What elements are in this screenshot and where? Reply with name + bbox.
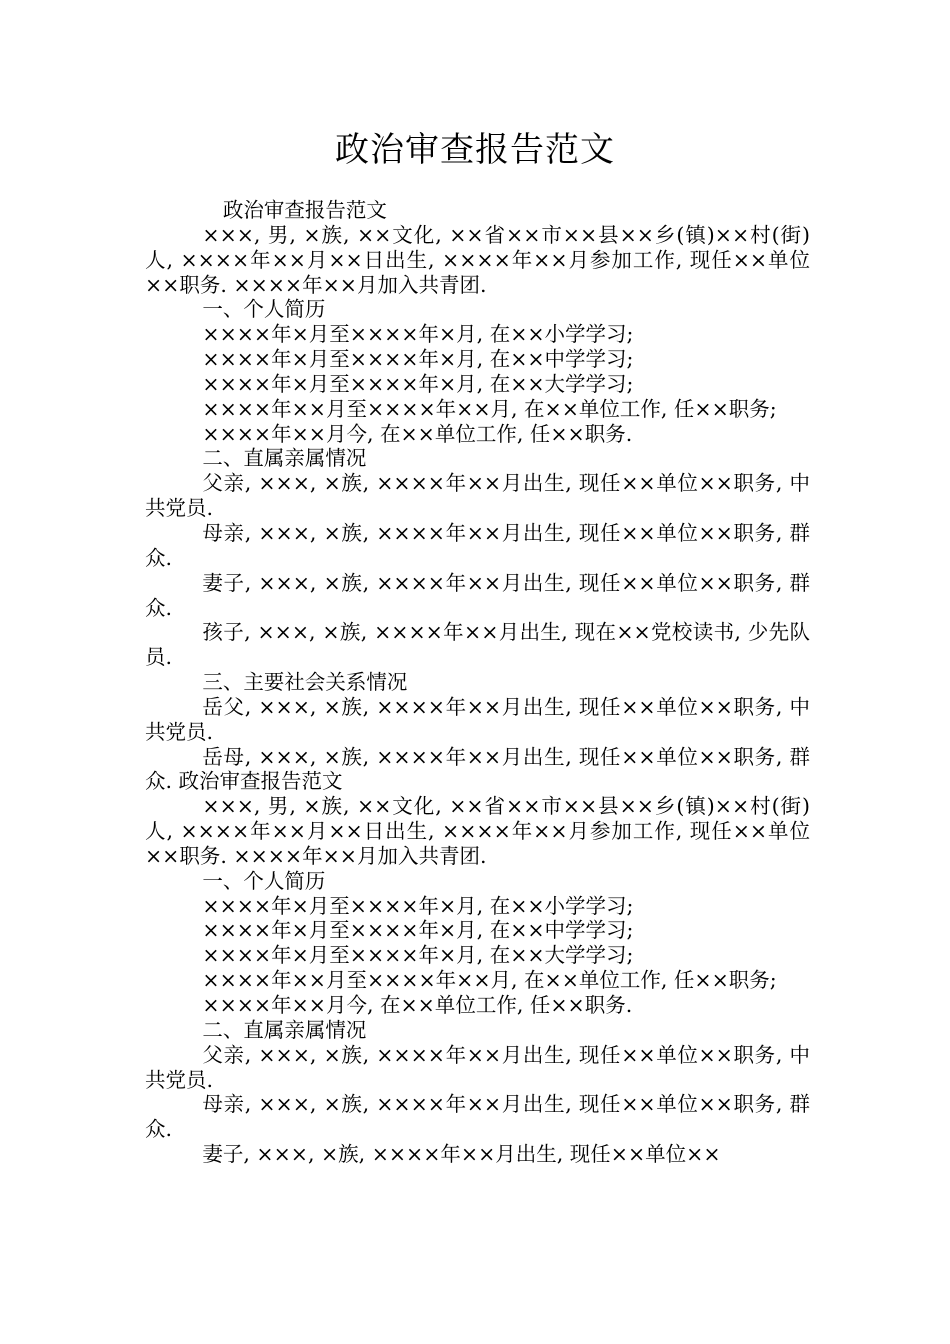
paragraph: ××××年×月至××××年×月, 在××小学学习; [202,322,634,347]
section-heading: 一、个人简历 [202,868,326,893]
section-heading: 二、直属亲属情况 [202,1017,367,1042]
paragraph: 孩子, ×××, ×族, ××××年××月出生, 现在××党校读书, 少先队员. [145,620,810,670]
paragraph: 妻子, ×××, ×族, ××××年××月出生, 现任××单位××职务, 群众. [145,570,810,620]
paragraph: 母亲, ×××, ×族, ××××年××月出生, 现任××单位××职务, 群众. [145,520,810,570]
paragraph: ××××年×月至××××年×月, 在××中学学习; [202,347,634,372]
paragraph: 政治审查报告范文 [222,198,387,222]
paragraph: ××××年×月至××××年×月, 在××大学学习; [202,943,634,968]
paragraph: 父亲, ×××, ×族, ××××年××月出生, 现任××单位××职务, 中共党员. [145,1042,810,1092]
paragraph: ××××年××月今, 在××单位工作, 任××职务. [202,421,633,446]
paragraph: ××××年×月至××××年×月, 在××大学学习; [202,371,634,396]
paragraph: 父亲, ×××, ×族, ××××年××月出生, 现任××单位××职务, 中共党员. [145,471,810,521]
paragraph: ×××, 男, ×族, ××文化, ××省××市××县××乡(镇)××村(街)人, ××××年××月××日出生, ××××年××月参加工作, 现任××单位××职务. ××××年××月加入共青团. [145,222,810,297]
section-heading: 一、个人简历 [202,297,326,322]
paragraph: 妻子, ×××, ×族, ××××年××月出生, 现任××单位×× [202,1142,721,1167]
paragraph: 岳父, ×××, ×族, ××××年××月出生, 现任××单位××职务, 中共党员. [145,694,810,744]
paragraph: ××××年××月今, 在××单位工作, 任××职务. [202,993,633,1017]
paragraph: 母亲, ×××, ×族, ××××年××月出生, 现任××单位××职务, 群众. [145,1092,810,1142]
paragraph: ××××年××月至××××年××月, 在××单位工作, 任××职务; [202,396,777,421]
section-heading: 二、直属亲属情况 [202,446,367,471]
paragraph: ××××年××月至××××年××月, 在××单位工作, 任××职务; [202,968,777,993]
document-body [145,198,810,1167]
paragraph: ××××年×月至××××年×月, 在××中学学习; [202,918,634,943]
document-title: 政治审查报告范文 [335,130,615,170]
paragraph: ×××, 男, ×族, ××文化, ××省××市××县××乡(镇)××村(街)人, ××××年××月××日出生, ××××年××月参加工作, 现任××单位××职务. ××××年××月加入共青团. [145,794,810,868]
paragraph: 岳母, ×××, ×族, ××××年××月出生, 现任××单位××职务, 群众. 政治审查报告范文 [145,744,810,794]
section-heading: 三、主要社会关系情况 [202,670,408,695]
paragraph: ××××年×月至××××年×月, 在××小学学习; [202,893,634,918]
